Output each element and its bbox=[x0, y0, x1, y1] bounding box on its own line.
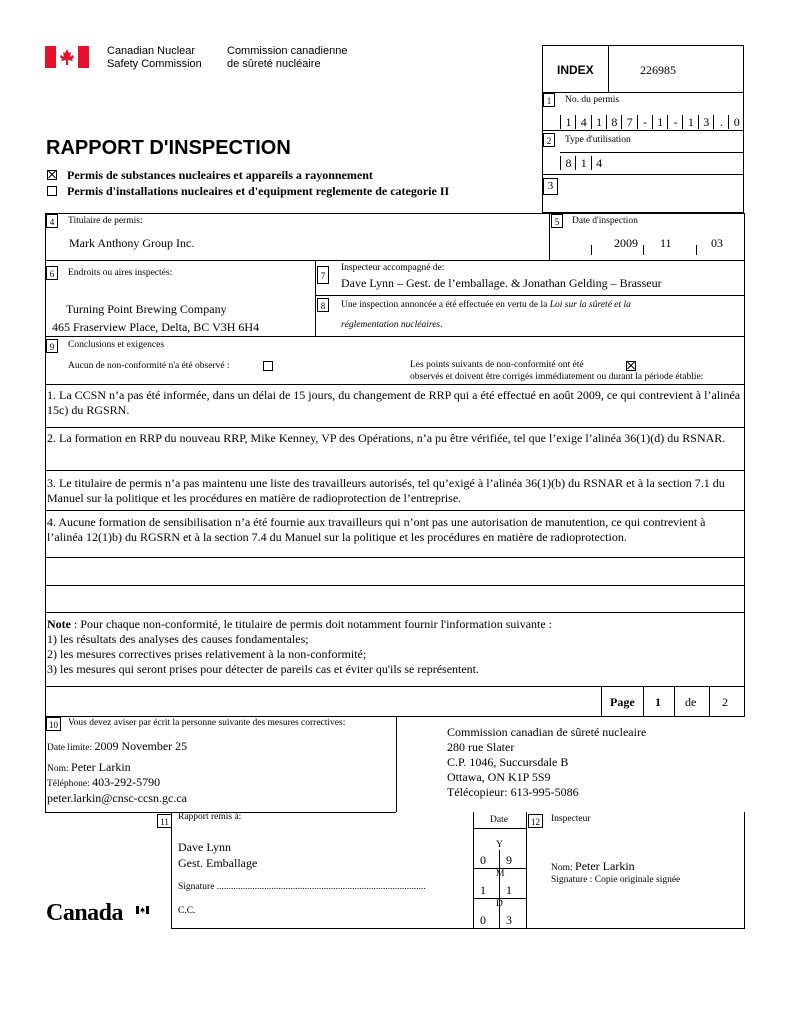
announced-text-d: . bbox=[440, 320, 443, 330]
permit-char: 1 bbox=[682, 115, 698, 129]
note-intro: : Pour chaque non-conformité, le titulaire de permis doit notamment fournir l'information suivante : bbox=[71, 617, 553, 631]
field-number-11: 11 bbox=[157, 814, 172, 828]
page-total: 2 bbox=[722, 695, 728, 709]
deadline-label: Date limite: bbox=[47, 743, 95, 753]
permit-char: - bbox=[667, 115, 683, 129]
inspector-name-label: Nom: bbox=[551, 863, 576, 873]
org-name-en bbox=[107, 45, 202, 71]
inspector-label: Inspecteur bbox=[551, 814, 591, 824]
field-number-8: 8 bbox=[317, 298, 329, 312]
page-current: 1 bbox=[655, 695, 661, 709]
field-number-12: 12 bbox=[528, 814, 543, 828]
date-y2: 9 bbox=[506, 853, 512, 867]
contact-phone: 403-292-5790 bbox=[92, 775, 161, 789]
announced-inspection-text bbox=[341, 300, 631, 310]
option1-label: Permis de substances nucleaires et appareils a rayonnement bbox=[67, 168, 373, 182]
cc-label: C.C. bbox=[178, 906, 196, 916]
index-value: 226985 bbox=[640, 63, 676, 77]
canada-wordmark: Canada bbox=[46, 900, 124, 926]
inspection-date-label: Date d'inspection bbox=[572, 216, 638, 226]
note-item-3: 3) les mesures qui seront prises pour détecter de pareils cas et éviter qu'ils se représentent. bbox=[47, 662, 480, 676]
usage-type-value bbox=[560, 156, 620, 172]
contact-name-row bbox=[47, 760, 131, 775]
org-en-line1: Canadian Nuclear bbox=[107, 45, 196, 57]
cnsc-address bbox=[447, 725, 646, 800]
date-y-label: Y bbox=[496, 840, 503, 850]
permit-number-label: No. du permis bbox=[565, 95, 620, 105]
usage-char: 4 bbox=[591, 156, 607, 170]
recipient-signature-row bbox=[178, 882, 426, 892]
notify-label: Vous devez aviser par écrit la personne suivante des mesures correctives: bbox=[68, 718, 346, 728]
permit-char: 1 bbox=[652, 115, 668, 129]
address-line5: Télécopieur: 613-995-5086 bbox=[447, 785, 579, 799]
date-d2: 3 bbox=[506, 913, 512, 927]
contact-email[interactable]: peter.larkin@cnsc-ccsn.gc.ca bbox=[47, 791, 187, 805]
signature-label: Signature bbox=[178, 882, 215, 892]
field-number-6: 6 bbox=[46, 266, 58, 280]
field-number-1: 1 bbox=[543, 93, 555, 107]
page-of: de bbox=[685, 695, 697, 709]
recipient-name: Dave Lynn bbox=[178, 840, 231, 854]
address-line2: 280 rue Slater bbox=[447, 740, 515, 754]
note-block bbox=[47, 617, 743, 677]
inspection-year: 2009 bbox=[614, 236, 638, 250]
page-title: RAPPORT D'INSPECTION bbox=[46, 137, 291, 159]
noncompliance-found-checkbox[interactable] bbox=[626, 361, 636, 371]
field-number-7: 7 bbox=[317, 266, 329, 284]
date-d1: 0 bbox=[480, 913, 486, 927]
no-noncompliance-checkbox[interactable] bbox=[263, 361, 273, 371]
address-line3: C.P. 1046, Succursdale B bbox=[447, 755, 569, 769]
accompanied-value: Dave Lynn – Gest. de l’emballage. & Jonathan Gelding – Brasseur bbox=[341, 276, 662, 290]
permit-char: 0 bbox=[728, 115, 744, 129]
permit-char: 8 bbox=[606, 115, 622, 129]
option2-label: Permis d'installations nucleaires et d'equipment reglemente de categorie II bbox=[67, 184, 450, 198]
deadline-row bbox=[47, 739, 187, 754]
contact-name: Peter Larkin bbox=[71, 760, 131, 774]
org-fr-line2: de sûreté nucléaire bbox=[227, 58, 321, 70]
permit-char: . bbox=[713, 115, 729, 129]
locations-label: Endroits ou aires inspectés: bbox=[68, 268, 173, 278]
org-name-fr bbox=[227, 45, 347, 71]
finding-2: 2. La formation en RRP du nouveau RRP, Mike Kenney, VP des Opérations, n’a pu être vérifiée, tel que l’exige l’alinéa 36(1)(d) du RSNAR. bbox=[47, 431, 726, 445]
org-en-line2: Safety Commission bbox=[107, 58, 202, 70]
act-title-b: réglementation nucléaires bbox=[341, 320, 441, 330]
permit-number-value bbox=[560, 113, 744, 129]
finding-3: 3. Le titulaire de permis n’a pas maintenu une liste des travailleurs autorisés, tel qu’exigé à l’alinéa 36(1)(b) du RSNAR et à la section 7.1 du Manuel sur la politique et les procédures en matière de radioprotection de l’entreprise. bbox=[47, 476, 725, 505]
field-number-3: 3 bbox=[543, 178, 558, 195]
field-number-10: 10 bbox=[46, 717, 61, 731]
note-item-1: 1) les résultats des analyses des causes fondamentales; bbox=[47, 632, 309, 646]
org-fr-line1: Commission canadienne bbox=[227, 45, 348, 57]
field-number-4: 4 bbox=[46, 214, 58, 228]
finding-4: 4. Aucune formation de sensibilisation n’a été fournie aux travailleurs qui n’ont pas une autorisation de manutention, ce qui contrevient à l’alinéa 12(1)b) du RGSRN et à la section 7.4 du Manuel sur la politique et les procédures en matière de radioprotection. bbox=[47, 515, 706, 544]
act-title-a: Loi sur la sûreté et la bbox=[549, 300, 631, 310]
permit-char: - bbox=[637, 115, 653, 129]
announced-inspection-text-2 bbox=[341, 320, 443, 330]
inspector-signature: Signature : Copie originale signée bbox=[551, 875, 681, 885]
accompanied-label: Inspecteur accompagné de: bbox=[341, 263, 445, 273]
signature-line: ........................................................................................ bbox=[216, 882, 426, 892]
address-line1: Commission canadian de sûreté nucleaire bbox=[447, 725, 647, 739]
option2-checkbox[interactable] bbox=[47, 186, 57, 196]
field-number-5: 5 bbox=[551, 214, 563, 228]
usage-type-label: Type d'utilisation bbox=[565, 135, 631, 145]
inspection-month: 11 bbox=[660, 236, 672, 250]
finding-1: 1. La CCSN n’a pas été informée, dans un délai de 15 jours, du changement de RRP qui a été effectué en août 2009, ce qui contrevient à l’alinéa 15c) du RGSRN. bbox=[47, 388, 741, 417]
location-line1: Turning Point Brewing Company bbox=[66, 302, 227, 316]
deadline-value: 2009 November 25 bbox=[94, 739, 188, 753]
field-number-9: 9 bbox=[46, 339, 58, 353]
no-noncompliance-label: Aucun de non-conformité n'a été observé : bbox=[68, 361, 230, 371]
report-delivered-label: Rapport remis à: bbox=[178, 812, 242, 822]
index-label: INDEX bbox=[557, 63, 594, 77]
licensee-label: Titulaire de permis: bbox=[68, 216, 143, 226]
recipient-title: Gest. Emballage bbox=[178, 856, 258, 870]
announced-text-a: Une inspection annoncée a été effectuée en vertu de la bbox=[341, 300, 550, 310]
permit-char: 7 bbox=[621, 115, 637, 129]
usage-char: 8 bbox=[560, 156, 576, 170]
date-y1: 0 bbox=[480, 853, 486, 867]
address-line4: Ottawa, ON K1P 5S9 bbox=[447, 770, 551, 784]
date-d-label: D bbox=[496, 899, 503, 909]
noncompliance-found-label-1: Les points suivants de non-conformité ont été bbox=[410, 360, 584, 370]
inspector-name: Peter Larkin bbox=[575, 859, 635, 873]
date-label: Date bbox=[490, 815, 508, 825]
noncompliance-found-label-2: observés et doivent être corrigés immédiatement ou durant la période établie: bbox=[410, 372, 704, 382]
permit-char: 3 bbox=[698, 115, 714, 129]
permit-char: 1 bbox=[560, 115, 576, 129]
note-item-2: 2) les mesures correctives prises relativement à la non-conformité; bbox=[47, 647, 367, 661]
option1-checkbox[interactable] bbox=[47, 170, 57, 180]
inspector-name-row bbox=[551, 859, 635, 874]
contact-phone-label: Téléphone: bbox=[47, 779, 93, 789]
page-label: Page bbox=[610, 695, 635, 709]
date-m1: 1 bbox=[480, 883, 486, 897]
location-line2: 465 Fraserview Place, Delta, BC V3H 6H4 bbox=[52, 320, 260, 334]
permit-char: 1 bbox=[591, 115, 607, 129]
contact-name-label: Nom: bbox=[47, 764, 72, 774]
date-m-label: M bbox=[496, 869, 505, 879]
canada-flag-icon bbox=[136, 901, 149, 909]
field-number-2: 2 bbox=[543, 133, 555, 147]
licensee-value: Mark Anthony Group Inc. bbox=[69, 236, 195, 250]
note-label: Note bbox=[47, 617, 71, 631]
permit-char: 4 bbox=[575, 115, 591, 129]
conclusions-label: Conclusions et exigences bbox=[68, 340, 165, 350]
usage-char: 1 bbox=[575, 156, 591, 170]
cnsc-flag-logo bbox=[45, 46, 89, 68]
inspection-day: 03 bbox=[711, 236, 723, 250]
contact-phone-row bbox=[47, 775, 160, 790]
date-m2: 1 bbox=[506, 883, 512, 897]
